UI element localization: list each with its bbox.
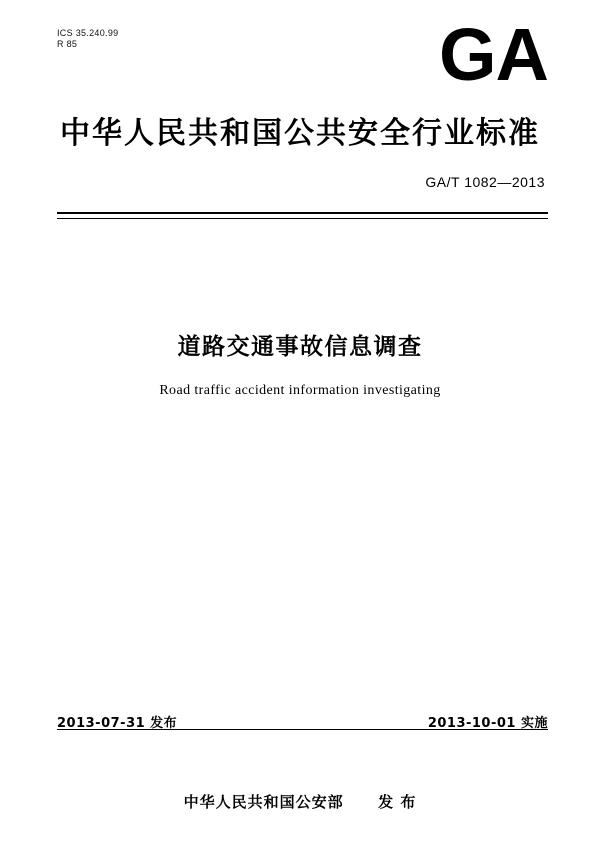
effective-date: 2013-10-01 实施	[427, 716, 548, 731]
publisher-action: 发 布	[378, 793, 417, 811]
document-title-english: Road traffic accident information investigating	[159, 383, 441, 398]
ics-classification-block	[57, 28, 118, 50]
divider-top-thin	[57, 218, 548, 219]
divider-top-thick	[57, 212, 548, 214]
ccs-code: R 85	[57, 39, 78, 49]
standard-number: GA/T 1082—2013	[425, 174, 545, 190]
publisher-name: 中华人民共和国公安部	[183, 793, 344, 811]
standard-series-title: 中华人民共和国公共安全行业标准	[60, 116, 540, 151]
publisher-line	[0, 791, 600, 812]
document-title-chinese: 道路交通事故信息调查	[177, 334, 423, 360]
ga-logo: GA	[439, 13, 548, 96]
ics-number: ICS 35.240.99	[57, 28, 119, 38]
issue-date: 2013-07-31 发布	[57, 716, 178, 731]
